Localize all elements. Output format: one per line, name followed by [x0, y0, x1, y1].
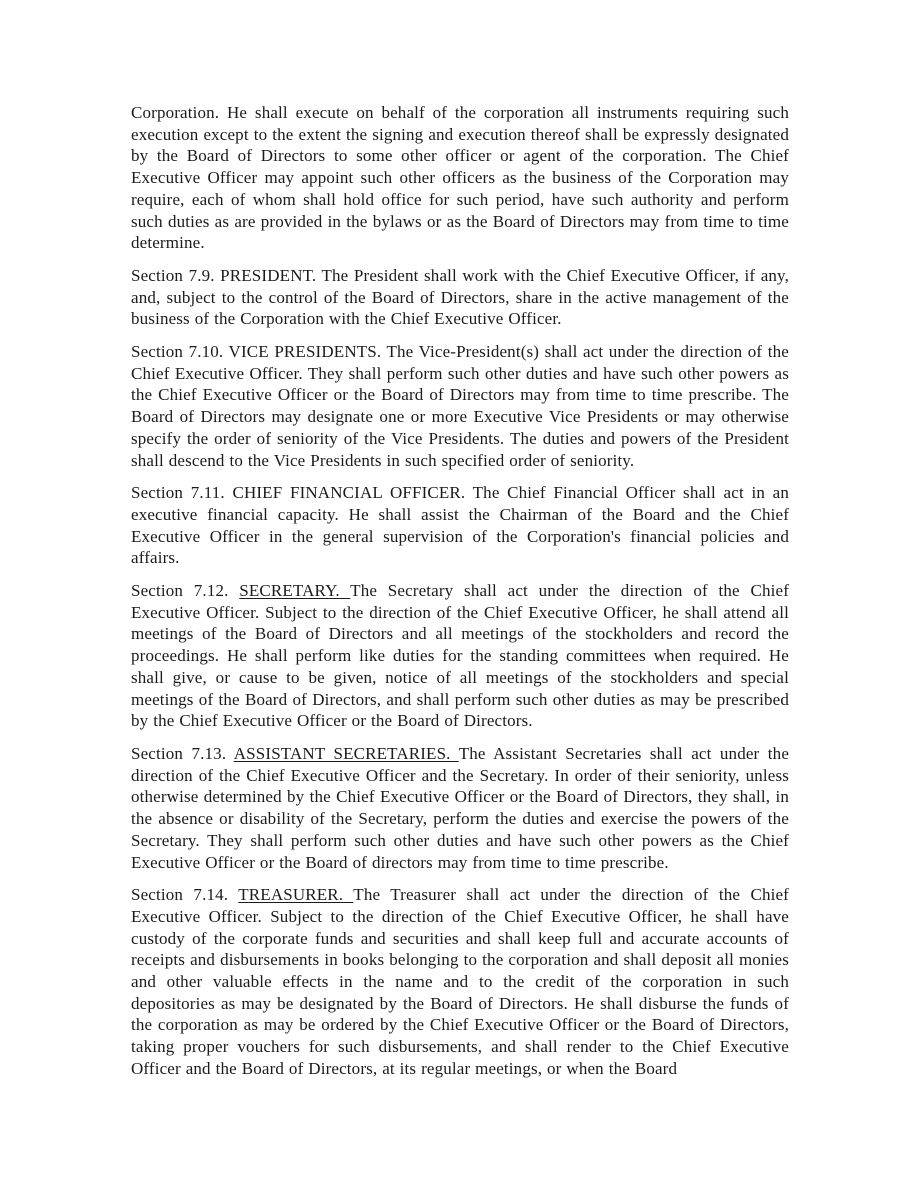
section-heading-underlined: TREASURER. [238, 885, 354, 905]
paragraph-text: Section 7.13. [131, 743, 234, 763]
paragraph-text: Corporation. He shall execute on behalf of the corporation all instruments requiring such execution except to the extent the signing and execution thereof shall be expressly designated by the Board of Directors to some other officer or agent of the corporation. The Chief Executive Officer may appoint such other officers as the business of the Corporation may require, each of whom shall hold office for such period, have such authority and perform such duties as are provided in the bylaws or as the Board of Directors may from time to time determine. [131, 103, 789, 253]
paragraph-text: Section 7.9. PRESIDENT. The President shall work with the Chief Executive Officer, if any, and, subject to the control of the Board of Directors, share in the active management of the business of the Corporation with the Chief Executive Officer. [131, 265, 789, 329]
paragraph-text: The Treasurer shall act under the direction of the Chief Executive Officer. Subject to the direction of the Chief Executive Officer, he shall have custody of the corporate funds and securities and shall keep full and accurate accounts of receipts and disbursements in books belonging to the corporation and shall deposit all monies and other valuable effects in the name and to the credit of the corporation in such depositories as may be designated by the Board of Directors. He shall disburse the funds of the corporation as may be ordered by the Chief Executive Officer or the Board of Directors, taking proper vouchers for such disbursements, and shall render to the Chief Executive Officer and the Board of Directors, at its regular meetings, or when the Board [131, 885, 789, 1078]
paragraph [131, 265, 789, 330]
paragraph-text: The Assistant Secretaries shall act under the direction of the Chief Executive Officer and the Secretary. In order of their seniority, unless otherwise determined by the Chief Executive Officer or the Board of Directors, they shall, in the absence or disability of the Secretary, perform the duties and exercise the powers of the Secretary. They shall perform such other duties and have such other powers as the Chief Executive Officer or the Board of directors may from time to time prescribe. [131, 743, 790, 872]
paragraph [131, 580, 789, 732]
paragraph-text: Section 7.11. CHIEF FINANCIAL OFFICER. The Chief Financial Officer shall act in an executive financial capacity. He shall assist the Chairman of the Board and the Chief Executive Officer in the general supervision of the Corporation's financial policies and affairs. [131, 483, 789, 568]
paragraph-text: Section 7.10. VICE PRESIDENTS. The Vice-President(s) shall act under the direction of the Chief Executive Officer. They shall perform such other duties and have such other powers as the Chief Executive Officer or the Board of Directors may from time to time prescribe. The Board of Directors may designate one or more Executive Vice Presidents or may otherwise specify the order of seniority of the Vice Presidents. The duties and powers of the President shall descend to the Vice Presidents in such specified order of seniority. [131, 342, 789, 470]
paragraph [131, 341, 789, 471]
section-heading-underlined: ASSISTANT SECRETARIES. [233, 743, 459, 763]
paragraph [131, 102, 789, 254]
section-heading-underlined: SECRETARY. [239, 581, 351, 601]
document-body [131, 102, 789, 1080]
paragraph-text: Section 7.14. [131, 885, 239, 905]
paragraph [131, 743, 789, 873]
paragraph-text: The Secretary shall act under the direction of the Chief Executive Officer. Subject to the direction of the Chief Executive Officer, he shall attend all meetings of the Board of Directors and all meetings of the stockholders and record the proceedings. He shall perform like duties for the standing committees when required. He shall give, or cause to be given, notice of all meetings of the stockholders and special meetings of the Board of Directors, and shall perform such other duties as may be prescribed by the Chief Executive Officer or the Board of Directors. [131, 581, 790, 731]
paragraph [131, 884, 789, 1079]
paragraph [131, 482, 789, 569]
paragraph-text: Section 7.12. [131, 581, 240, 601]
